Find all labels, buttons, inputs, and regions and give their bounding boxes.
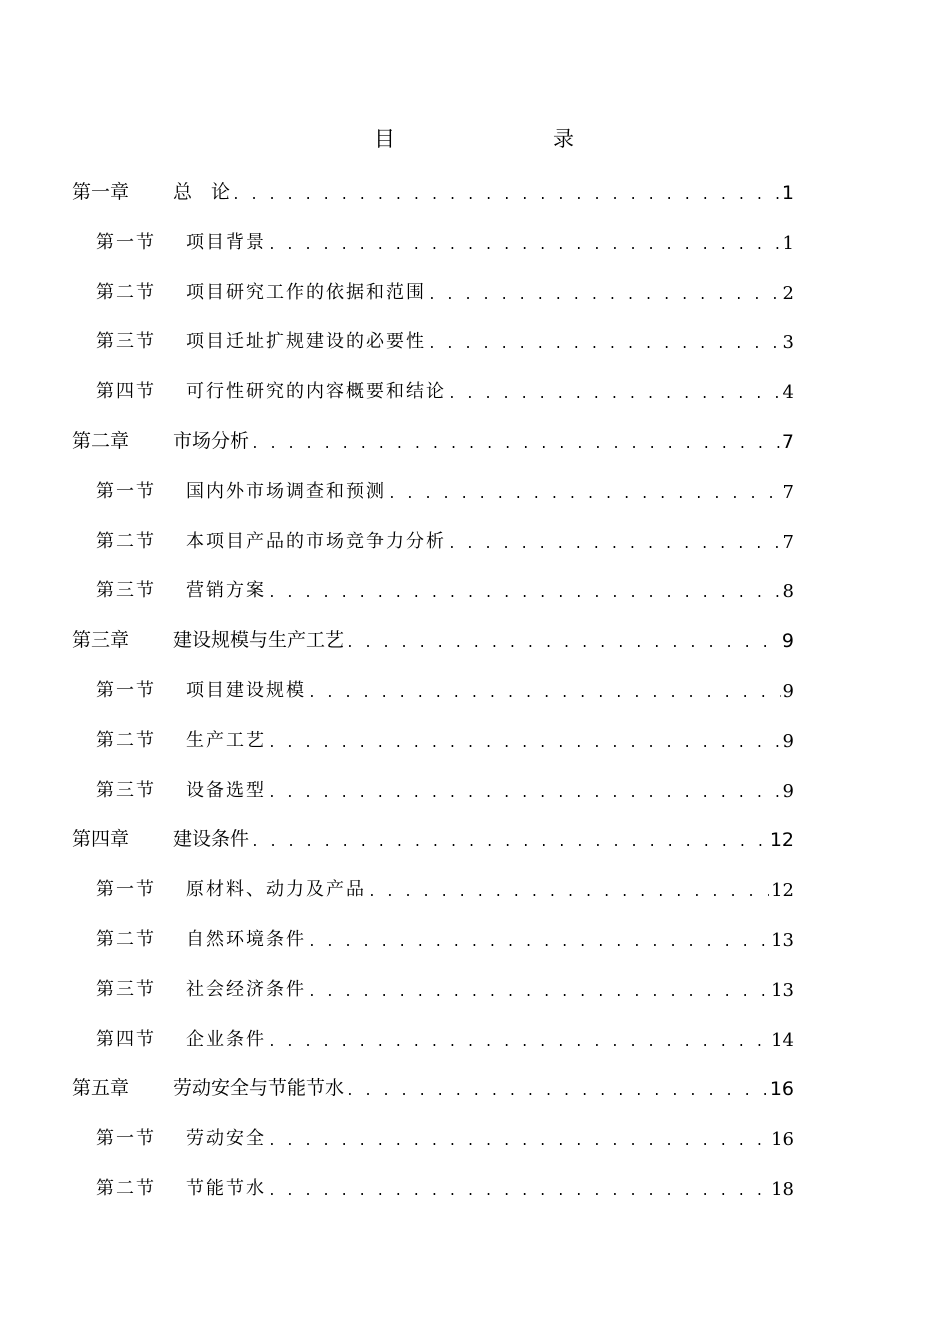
- toc-entry-title: 建设规模与生产工艺: [173, 629, 345, 652]
- toc-dot-leader: [308, 678, 781, 702]
- toc-entry-title: 社会经济条件: [186, 978, 306, 1000]
- toc-page-number: 13: [771, 930, 794, 951]
- toc-entry-title: 营销方案: [186, 580, 266, 602]
- toc-section-entry[interactable]: [96, 971, 794, 1001]
- toc-section-entry[interactable]: [96, 373, 794, 403]
- toc-section-entry[interactable]: [96, 523, 794, 553]
- toc-entry-title: 项目背景: [186, 231, 266, 253]
- toc-chapter-entry[interactable]: [72, 821, 794, 851]
- toc-section-entry[interactable]: [96, 323, 794, 353]
- toc-entry-number: 第三节: [96, 978, 156, 1000]
- toc-entry-title: 原材料、动力及产品: [186, 879, 366, 901]
- toc-entry-number: 第二节: [96, 729, 156, 751]
- toc-page-number: 14: [771, 1029, 794, 1051]
- toc-page-number: 12: [771, 880, 794, 902]
- toc-entry-title: 自然环境条件: [186, 929, 306, 950]
- toc-chapter-entry[interactable]: [72, 622, 794, 652]
- toc-dot-leader: [448, 379, 781, 403]
- toc-page-number: 2: [782, 282, 794, 304]
- toc-entry-number: 第二节: [96, 530, 156, 552]
- toc-entry-number: 第三节: [96, 779, 156, 801]
- toc-section-entry[interactable]: [96, 572, 794, 602]
- toc-entry-number: 第一节: [96, 1128, 156, 1150]
- toc-entry-number: 第三节: [96, 580, 156, 602]
- toc-entry-number: 第二节: [96, 929, 156, 950]
- toc-page-number: 9: [782, 681, 794, 702]
- toc-dot-leader: [268, 728, 781, 752]
- toc-entry-title: 项目迁址扩规建设的必要性: [186, 331, 426, 353]
- toc-dot-leader: [388, 479, 781, 503]
- toc-entry-number: 第一节: [96, 480, 156, 502]
- toc-section-entry[interactable]: [96, 672, 794, 702]
- toc-dot-leader: [308, 977, 769, 1001]
- toc-dot-leader: [251, 429, 780, 453]
- toc-entry-title: 总 论: [173, 181, 231, 203]
- toc-section-entry[interactable]: [96, 224, 794, 254]
- toc-entry-number: 第一节: [96, 231, 156, 253]
- toc-dot-leader: [268, 578, 781, 602]
- toc-entry-title: 劳动安全与节能节水: [173, 1077, 345, 1100]
- toc-page-number: 16: [769, 1078, 794, 1101]
- toc-entry-number: 第二章: [72, 430, 130, 452]
- toc-entry-title: 建设条件: [173, 828, 250, 851]
- toc-section-entry[interactable]: [96, 722, 794, 752]
- toc-dot-leader: [308, 927, 769, 951]
- toc-dot-leader: [268, 1176, 769, 1200]
- toc-entry-number: 第四节: [96, 1028, 156, 1050]
- toc-page-number: 13: [771, 979, 794, 1001]
- toc-title-char-2: 录: [553, 127, 574, 151]
- toc-page-number: 9: [782, 780, 794, 802]
- toc-dot-leader: [268, 778, 781, 802]
- toc-chapter-entry[interactable]: [72, 423, 794, 453]
- toc-page-number: 7: [782, 531, 794, 553]
- toc-title-char-1: 目: [374, 127, 395, 151]
- toc-entry-title: 可行性研究的内容概要和结论: [186, 381, 446, 403]
- toc-page-number: 16: [771, 1129, 794, 1151]
- toc-page-number: 12: [769, 829, 794, 852]
- toc-page-number: 1: [781, 182, 794, 204]
- toc-entry-number: 第五章: [72, 1077, 130, 1100]
- toc-entry-number: 第三节: [96, 331, 156, 353]
- toc-entry-number: 第四章: [72, 828, 130, 851]
- toc-section-entry[interactable]: [96, 473, 794, 503]
- toc-entry-title: 节能节水: [186, 1178, 266, 1199]
- toc-page-number: 4: [782, 382, 794, 404]
- toc-page-number: 7: [781, 431, 794, 453]
- toc-dot-leader: [268, 230, 781, 254]
- toc-page-number: 18: [771, 1179, 794, 1200]
- toc-dot-leader: [428, 280, 781, 304]
- toc-page-number: 9: [782, 730, 794, 752]
- toc-entry-title: 项目建设规模: [186, 680, 306, 701]
- toc-section-entry[interactable]: [96, 1021, 794, 1051]
- toc-dot-leader: [346, 1076, 768, 1100]
- toc-section-entry[interactable]: [96, 274, 794, 304]
- toc-entry-title: 本项目产品的市场竞争力分析: [186, 530, 446, 552]
- toc-page-number: 1: [782, 232, 794, 254]
- toc-dot-leader: [268, 1027, 769, 1051]
- toc-entry-title: 生产工艺: [186, 729, 266, 751]
- toc-entry-number: 第二节: [96, 1178, 156, 1199]
- toc-section-entry[interactable]: [96, 1170, 794, 1200]
- toc-section-entry[interactable]: [96, 1120, 794, 1150]
- toc-title: [0, 124, 950, 154]
- toc-dot-leader: [346, 628, 780, 652]
- toc-page-number: 9: [781, 630, 794, 653]
- toc-dot-leader: [448, 529, 781, 553]
- toc-dot-leader: [428, 329, 781, 353]
- toc-entry-number: 第四节: [96, 381, 156, 403]
- toc-entry-number: 第一节: [96, 879, 156, 901]
- toc-dot-leader: [232, 180, 780, 204]
- toc-entry-title: 项目研究工作的依据和范围: [186, 281, 426, 303]
- toc-page-number: 7: [782, 481, 794, 503]
- toc-dot-leader: [368, 877, 769, 901]
- toc-entry-number: 第一章: [72, 181, 130, 203]
- toc-entry-title: 设备选型: [186, 779, 266, 801]
- toc-section-entry[interactable]: [96, 871, 794, 901]
- toc-entry-title: 劳动安全: [186, 1128, 266, 1150]
- toc-chapter-entry[interactable]: [72, 174, 794, 204]
- toc-entry-title: 市场分析: [173, 430, 250, 452]
- toc-page-number: 3: [782, 332, 794, 354]
- toc-entry-number: 第一节: [96, 680, 156, 701]
- toc-entry-title: 国内外市场调查和预测: [186, 480, 386, 502]
- toc-section-entry[interactable]: [96, 921, 794, 951]
- toc-entry-title: 企业条件: [186, 1028, 266, 1050]
- toc-entry-number: 第二节: [96, 281, 156, 303]
- toc-page-number: 8: [782, 581, 794, 603]
- toc-dot-leader: [251, 827, 768, 851]
- toc-entry-number: 第三章: [72, 629, 130, 652]
- toc-chapter-entry[interactable]: [72, 1070, 794, 1100]
- toc-section-entry[interactable]: [96, 772, 794, 802]
- toc-dot-leader: [268, 1126, 769, 1150]
